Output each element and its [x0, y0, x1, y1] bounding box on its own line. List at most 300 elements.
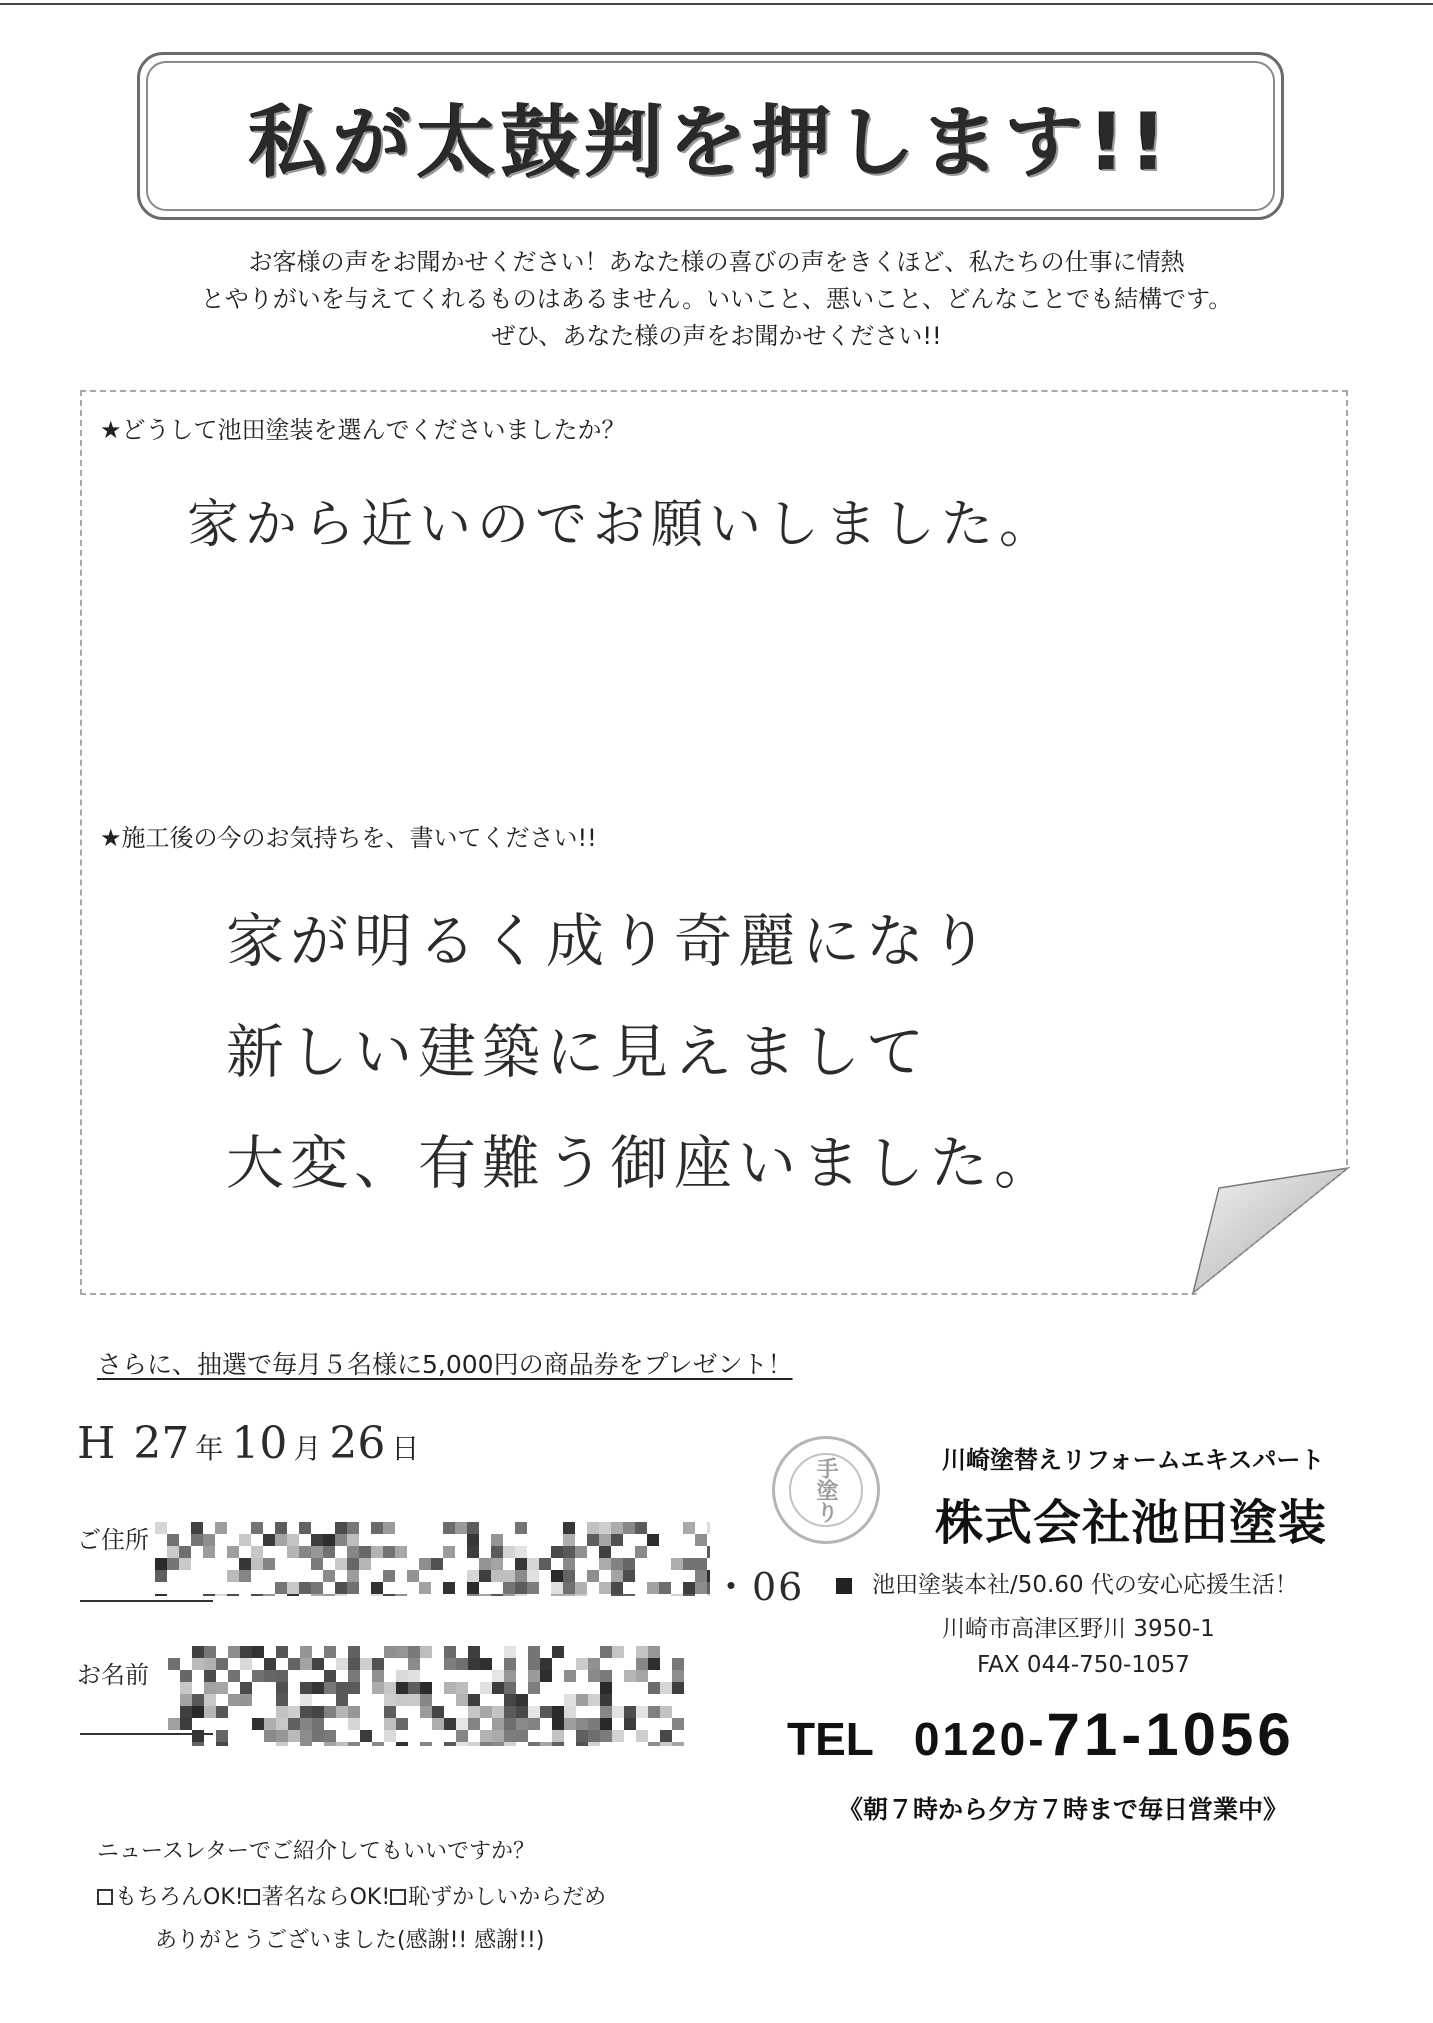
mosaic-cell [599, 1558, 611, 1570]
mosaic-cell [468, 1718, 480, 1730]
mosaic-cell [444, 1742, 456, 1746]
mosaic-cell [588, 1718, 600, 1730]
mosaic-cell [371, 1546, 383, 1558]
option-decline: 恥ずかしいからだめ [408, 1885, 607, 1910]
mosaic-cell [588, 1694, 600, 1706]
mosaic-cell [456, 1658, 468, 1670]
mosaic-cell [516, 1706, 528, 1718]
mosaic-cell [168, 1718, 180, 1730]
mosaic-cell [155, 1594, 167, 1596]
mosaic-cell [468, 1706, 480, 1718]
tel-row [787, 1700, 1295, 1769]
mosaic-cell [672, 1742, 684, 1746]
mosaic-cell [492, 1682, 504, 1694]
mosaic-cell [300, 1730, 312, 1742]
mosaic-cell [467, 1546, 479, 1558]
mosaic-cell [216, 1706, 228, 1718]
mosaic-cell [299, 1582, 311, 1594]
mosaic-cell [660, 1730, 672, 1742]
mosaic-cell [384, 1694, 396, 1706]
name-redacted-mosaic [168, 1646, 684, 1746]
mosaic-cell [563, 1558, 575, 1570]
mosaic-cell [371, 1522, 383, 1534]
stamp-inner-ring [789, 1453, 863, 1527]
mosaic-cell [287, 1546, 299, 1558]
mosaic-cell [492, 1742, 504, 1746]
mosaic-cell [576, 1718, 588, 1730]
stamp-text: 手塗り [813, 1457, 839, 1523]
mosaic-cell [347, 1534, 359, 1546]
mosaic-cell [515, 1522, 527, 1534]
mosaic-cell [324, 1706, 336, 1718]
mosaic-cell [444, 1718, 456, 1730]
mosaic-cell [456, 1718, 468, 1730]
mosaic-cell [599, 1522, 611, 1534]
mosaic-cell [395, 1594, 407, 1596]
mosaic-cell [695, 1570, 707, 1582]
mosaic-cell [336, 1682, 348, 1694]
mosaic-cell [587, 1534, 599, 1546]
mosaic-cell [180, 1682, 192, 1694]
mosaic-cell [287, 1582, 299, 1594]
mosaic-cell [516, 1730, 528, 1742]
mosaic-cell [383, 1546, 395, 1558]
mosaic-cell [288, 1658, 300, 1670]
mosaic-cell [263, 1534, 275, 1546]
mosaic-cell [672, 1682, 684, 1694]
mosaic-cell [299, 1522, 311, 1534]
mosaic-cell [312, 1682, 324, 1694]
mosaic-cell [492, 1718, 504, 1730]
mosaic-cell [288, 1706, 300, 1718]
mosaic-cell [468, 1742, 480, 1746]
mosaic-cell [215, 1522, 227, 1534]
mosaic-cell [227, 1594, 239, 1596]
mosaic-cell [311, 1558, 323, 1570]
mosaic-cell [396, 1682, 408, 1694]
mosaic-cell [408, 1694, 420, 1706]
mosaic-cell [324, 1730, 336, 1742]
mosaic-cell [636, 1730, 648, 1742]
mosaic-cell [180, 1718, 192, 1730]
mosaic-cell [707, 1594, 710, 1596]
mosaic-cell [276, 1730, 288, 1742]
mosaic-cell [347, 1522, 359, 1534]
mosaic-cell [359, 1558, 371, 1570]
mosaic-cell [695, 1558, 707, 1570]
mosaic-cell [155, 1522, 167, 1534]
answer-2-line-1: 家が明るく成り奇麗になり [226, 907, 995, 975]
mosaic-cell [588, 1742, 600, 1746]
mosaic-cell [636, 1646, 648, 1658]
mosaic-cell [275, 1522, 287, 1534]
mosaic-cell [335, 1534, 347, 1546]
mosaic-cell [408, 1646, 420, 1658]
mosaic-cell [276, 1670, 288, 1682]
mosaic-cell [624, 1670, 636, 1682]
mosaic-cell [203, 1546, 215, 1558]
date-day-label: 日 [391, 1432, 420, 1465]
mosaic-cell [576, 1694, 588, 1706]
mosaic-cell [347, 1570, 359, 1582]
mosaic-cell [312, 1730, 324, 1742]
mosaic-cell [383, 1570, 395, 1582]
mosaic-cell [575, 1594, 587, 1596]
mosaic-cell [383, 1594, 395, 1596]
mosaic-cell [491, 1594, 503, 1596]
mosaic-cell [396, 1742, 408, 1746]
mosaic-cell [707, 1570, 710, 1582]
mosaic-cell [492, 1670, 504, 1682]
mosaic-cell [336, 1658, 348, 1670]
mosaic-cell [192, 1658, 204, 1670]
mosaic-cell [155, 1570, 167, 1582]
mosaic-cell [552, 1730, 564, 1742]
mosaic-cell [659, 1582, 671, 1594]
mosaic-cell [467, 1570, 479, 1582]
mosaic-cell [348, 1706, 360, 1718]
mosaic-cell [456, 1694, 468, 1706]
mosaic-cell [300, 1718, 312, 1730]
mosaic-cell [503, 1582, 515, 1594]
mosaic-cell [239, 1570, 251, 1582]
mosaic-cell [647, 1534, 659, 1546]
mosaic-cell [300, 1658, 312, 1670]
mosaic-cell [312, 1718, 324, 1730]
mosaic-cell [395, 1546, 407, 1558]
mosaic-cell [204, 1706, 216, 1718]
mosaic-cell [204, 1646, 216, 1658]
mosaic-cell [216, 1742, 228, 1746]
mosaic-cell [240, 1646, 252, 1658]
option-ok: もちろんOK! [115, 1885, 244, 1910]
mosaic-cell [384, 1682, 396, 1694]
mosaic-cell [468, 1694, 480, 1706]
mosaic-cell [443, 1546, 455, 1558]
mosaic-cell [455, 1522, 467, 1534]
mosaic-cell [419, 1582, 431, 1594]
mosaic-cell [180, 1706, 192, 1718]
mosaic-cell [335, 1582, 347, 1594]
answer-2-line-3: 大変、有難う御座いました。 [226, 1129, 1059, 1197]
mosaic-cell [635, 1522, 647, 1534]
mosaic-cell [324, 1682, 336, 1694]
mosaic-cell [683, 1522, 695, 1534]
mosaic-cell [264, 1718, 276, 1730]
mosaic-cell [504, 1730, 516, 1742]
page-title: 私が太鼓判を押します!! [248, 98, 1173, 188]
mosaic-cell [600, 1706, 612, 1718]
mosaic-cell [216, 1730, 228, 1742]
mosaic-cell [264, 1658, 276, 1670]
mosaic-cell [275, 1534, 287, 1546]
mosaic-cell [396, 1646, 408, 1658]
address-label: ご住所 [77, 1526, 149, 1554]
mosaic-cell [312, 1658, 324, 1670]
name-label: お名前 [77, 1661, 149, 1689]
mosaic-cell [276, 1694, 288, 1706]
mosaic-cell [552, 1706, 564, 1718]
mosaic-cell [504, 1706, 516, 1718]
company-address: 川崎市高津区野川 3950-1 [942, 1616, 1215, 1642]
mosaic-cell [636, 1670, 648, 1682]
mosaic-cell [432, 1706, 444, 1718]
mosaic-cell [515, 1546, 527, 1558]
mosaic-cell [683, 1582, 695, 1594]
mosaic-cell [264, 1670, 276, 1682]
mosaic-cell [528, 1742, 540, 1746]
mosaic-cell [191, 1522, 203, 1534]
mosaic-cell [648, 1646, 660, 1658]
mosaic-cell [671, 1558, 683, 1570]
date-era: H [77, 1418, 116, 1469]
mosaic-cell [648, 1742, 660, 1746]
mosaic-cell [660, 1706, 672, 1718]
mosaic-cell [624, 1718, 636, 1730]
mosaic-cell [480, 1682, 492, 1694]
mosaic-cell [600, 1718, 612, 1730]
mosaic-cell [467, 1534, 479, 1546]
mosaic-cell [396, 1718, 408, 1730]
question-2-label: ★施工後の今のお気持ちを、書いてください!! [100, 824, 597, 852]
option-pseudonym-ok: 著名ならOK! [261, 1885, 391, 1910]
mosaic-cell [420, 1646, 432, 1658]
mosaic-cell [384, 1718, 396, 1730]
mosaic-cell [576, 1730, 588, 1742]
mosaic-cell [288, 1718, 300, 1730]
mosaic-cell [240, 1658, 252, 1670]
mosaic-cell [480, 1658, 492, 1670]
mosaic-cell [276, 1742, 288, 1746]
newsletter-options [97, 1880, 606, 1911]
mosaic-cell [300, 1706, 312, 1718]
mosaic-cell [551, 1570, 563, 1582]
mosaic-cell [672, 1670, 684, 1682]
mosaic-cell [504, 1742, 516, 1746]
mosaic-cell [287, 1534, 299, 1546]
mosaic-cell [552, 1742, 564, 1746]
mosaic-cell [588, 1730, 600, 1742]
mosaic-cell [192, 1646, 204, 1658]
mosaic-cell [563, 1534, 575, 1546]
mosaic-cell [227, 1570, 239, 1582]
mosaic-cell [240, 1694, 252, 1706]
mosaic-cell [323, 1570, 335, 1582]
address-visible-fragment: ・06 [712, 1565, 805, 1609]
tel-prefix: 0120- [913, 1713, 1047, 1765]
mosaic-cell [467, 1582, 479, 1594]
mosaic-cell [479, 1570, 491, 1582]
mosaic-cell [420, 1694, 432, 1706]
mosaic-cell [564, 1718, 576, 1730]
mosaic-cell [443, 1522, 455, 1534]
mosaic-cell [660, 1682, 672, 1694]
mosaic-cell [336, 1742, 348, 1746]
mosaic-cell [300, 1646, 312, 1658]
tel-number: 71-1056 [1046, 1701, 1295, 1768]
mosaic-cell [408, 1682, 420, 1694]
mosaic-cell [179, 1546, 191, 1558]
company-tagline: 川崎塗替えリフォームエキスパート [942, 1446, 1325, 1474]
hand-paint-stamp [772, 1436, 880, 1544]
mosaic-cell [348, 1682, 360, 1694]
mosaic-cell [660, 1742, 672, 1746]
mosaic-cell [600, 1670, 612, 1682]
mosaic-cell [383, 1522, 395, 1534]
mosaic-cell [636, 1706, 648, 1718]
checkbox-icon [390, 1889, 406, 1905]
mosaic-cell [216, 1658, 228, 1670]
mosaic-cell [251, 1522, 263, 1534]
mosaic-cell [288, 1730, 300, 1742]
mosaic-cell [335, 1594, 347, 1596]
mosaic-cell [348, 1670, 360, 1682]
mosaic-cell [515, 1558, 527, 1570]
mosaic-cell [384, 1646, 396, 1658]
mosaic-cell [359, 1546, 371, 1558]
mosaic-cell [431, 1558, 443, 1570]
mosaic-cell [648, 1658, 660, 1670]
mosaic-cell [599, 1582, 611, 1594]
mosaic-cell [492, 1730, 504, 1742]
date-month: 10 [231, 1418, 288, 1469]
mosaic-cell [372, 1682, 384, 1694]
mosaic-cell [504, 1646, 516, 1658]
mosaic-cell [228, 1646, 240, 1658]
mosaic-cell [504, 1670, 516, 1682]
mosaic-cell [444, 1658, 456, 1670]
mosaic-cell [348, 1718, 360, 1730]
mosaic-cell [240, 1682, 252, 1694]
mosaic-cell [227, 1546, 239, 1558]
newsletter-question: ニュースレターでご紹介してもいいですか？ [97, 1839, 536, 1864]
mosaic-cell [540, 1658, 552, 1670]
title-banner-inner [146, 61, 1275, 211]
mosaic-cell [503, 1546, 515, 1558]
mosaic-cell [311, 1594, 323, 1596]
mosaic-cell [324, 1670, 336, 1682]
mosaic-cell [527, 1582, 539, 1594]
mosaic-cell [372, 1742, 384, 1746]
mosaic-cell [204, 1682, 216, 1694]
mosaic-cell [456, 1742, 468, 1746]
mosaic-cell [420, 1682, 432, 1694]
mosaic-cell [348, 1742, 360, 1746]
mosaic-cell [252, 1718, 264, 1730]
checkbox-icon [97, 1889, 113, 1905]
mosaic-cell [552, 1718, 564, 1730]
mosaic-cell [192, 1742, 204, 1746]
date-year-label: 年 [195, 1432, 224, 1465]
mosaic-cell [611, 1558, 623, 1570]
intro-line-2: とやりがいを与えてくれるものはあるません。いいこと、悪いこと、どんなことでも結構です。 [200, 285, 1233, 313]
address-redacted-mosaic [155, 1522, 710, 1596]
mosaic-cell [648, 1706, 660, 1718]
mosaic-cell [179, 1558, 191, 1570]
mosaic-cell [180, 1670, 192, 1682]
mosaic-cell [239, 1558, 251, 1570]
mosaic-cell [347, 1546, 359, 1558]
mosaic-cell [612, 1706, 624, 1718]
checkbox-icon [244, 1889, 260, 1905]
mosaic-cell [611, 1534, 623, 1546]
mosaic-cell [540, 1670, 552, 1682]
mosaic-cell [504, 1718, 516, 1730]
mosaic-cell [360, 1658, 372, 1670]
mosaic-cell [252, 1646, 264, 1658]
mosaic-cell [300, 1742, 312, 1746]
company-fax: FAX 044-750-1057 [977, 1652, 1190, 1678]
mosaic-cell [192, 1706, 204, 1718]
mosaic-cell [588, 1658, 600, 1670]
mosaic-cell [204, 1694, 216, 1706]
mosaic-cell [611, 1582, 623, 1594]
mosaic-cell [372, 1670, 384, 1682]
mosaic-cell [336, 1706, 348, 1718]
mosaic-cell [540, 1706, 552, 1718]
mosaic-cell [311, 1546, 323, 1558]
mosaic-cell [371, 1582, 383, 1594]
mosaic-cell [600, 1730, 612, 1742]
mosaic-cell [671, 1594, 683, 1596]
intro-line-1: お客様の声をお聞かせください！あなた様の喜びの声をきくほど、私たちの仕事に情熱 [248, 248, 1185, 276]
mosaic-cell [203, 1534, 215, 1546]
mosaic-cell [527, 1570, 539, 1582]
mosaic-cell [191, 1534, 203, 1546]
mosaic-cell [600, 1646, 612, 1658]
mosaic-cell [599, 1534, 611, 1546]
mosaic-cell [527, 1558, 539, 1570]
mosaic-cell [528, 1682, 540, 1694]
mosaic-cell [456, 1682, 468, 1694]
mosaic-cell [528, 1706, 540, 1718]
mosaic-cell [456, 1730, 468, 1742]
mosaic-cell [491, 1558, 503, 1570]
mosaic-cell [467, 1522, 479, 1534]
mosaic-cell [551, 1594, 563, 1596]
mosaic-cell [600, 1694, 612, 1706]
mosaic-cell [491, 1534, 503, 1546]
mosaic-cell [432, 1718, 444, 1730]
mosaic-cell [516, 1718, 528, 1730]
mosaic-cell [264, 1730, 276, 1742]
mosaic-cell [623, 1570, 635, 1582]
mosaic-cell [576, 1658, 588, 1670]
mosaic-cell [503, 1570, 515, 1582]
mosaic-cell [612, 1730, 624, 1742]
mosaic-cell [312, 1706, 324, 1718]
mosaic-cell [276, 1646, 288, 1658]
hq-line [836, 1566, 1298, 1599]
business-hours: 《朝７時から夕方７時まで毎日営業中》 [838, 1795, 1289, 1824]
mosaic-cell [348, 1658, 360, 1670]
date-row [77, 1418, 427, 1469]
mosaic-cell [371, 1594, 383, 1596]
mosaic-cell [467, 1594, 479, 1596]
mosaic-cell [707, 1546, 710, 1558]
mosaic-cell [563, 1594, 575, 1596]
mosaic-cell [528, 1718, 540, 1730]
mosaic-cell [323, 1546, 335, 1558]
mosaic-cell [563, 1582, 575, 1594]
mosaic-cell [672, 1718, 684, 1730]
mosaic-cell [311, 1534, 323, 1546]
mosaic-cell [311, 1582, 323, 1594]
mosaic-cell [491, 1546, 503, 1558]
mosaic-cell [647, 1582, 659, 1594]
mosaic-cell [323, 1534, 335, 1546]
mosaic-cell [396, 1670, 408, 1682]
